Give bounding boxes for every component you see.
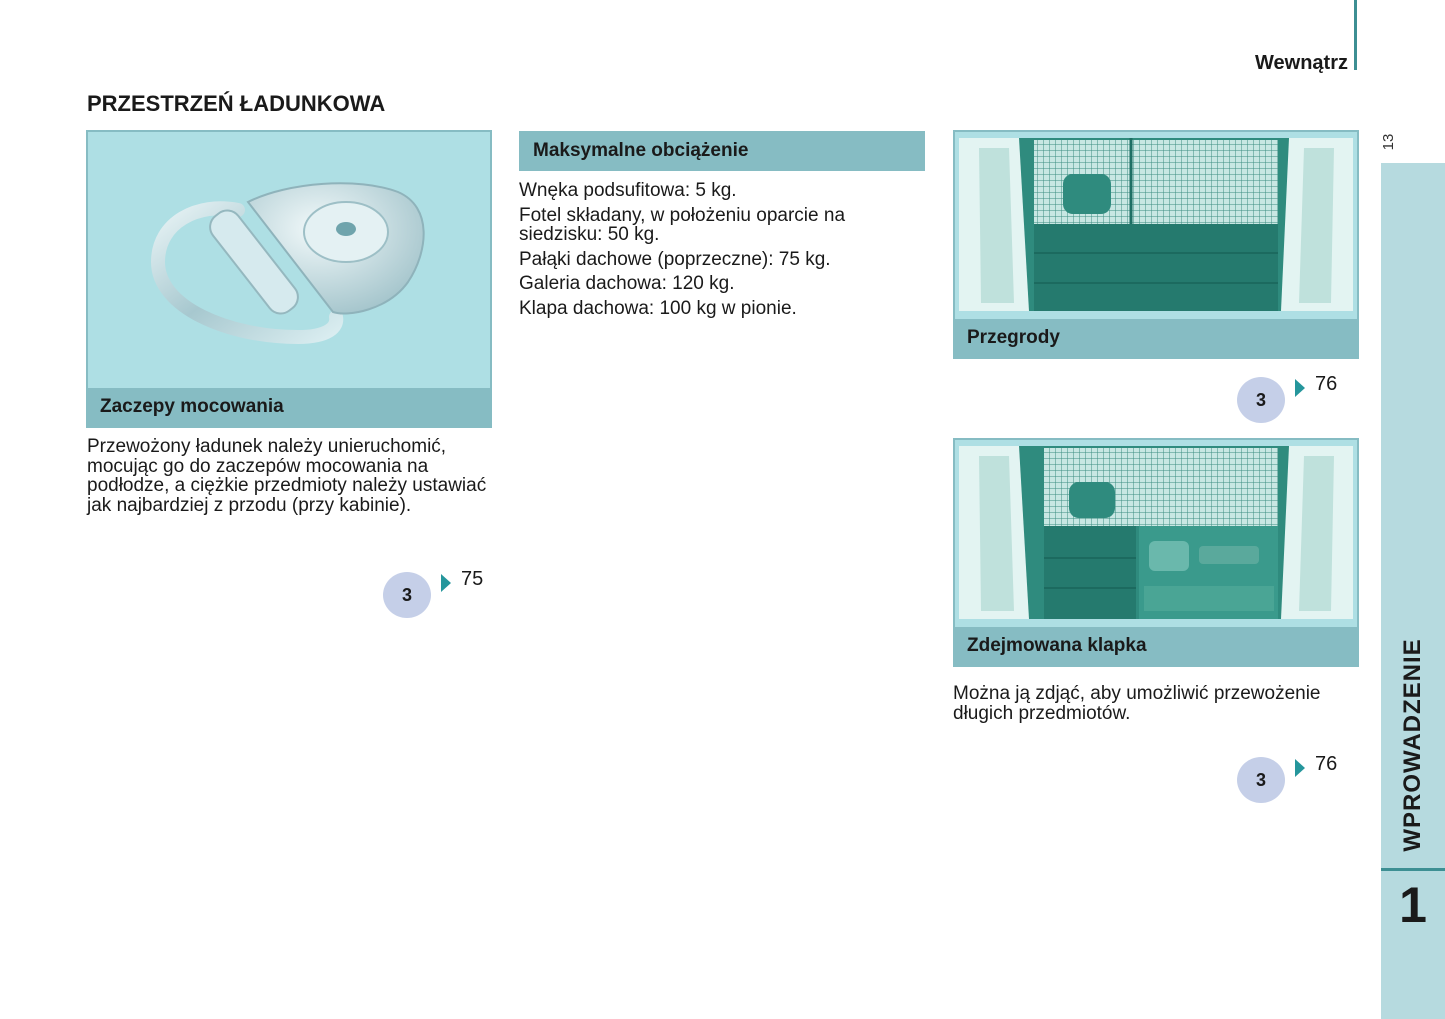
section-label: Wewnątrz [1255,52,1348,74]
anchor-description: Przewożony ładunek należy unieruchomić, mocując go do zaczepów mocowania na podłodze, a ciężkie przedmioty należy ustawiać jak najbardziej z przodu (przy kabinie). [87,436,487,516]
reference-page-number: 76 [1315,753,1338,775]
arrow-right-icon [441,574,451,592]
reference-page-number: 75 [461,568,484,590]
max-load-caption: Maksymalne obciążenie [519,131,925,171]
chapter-badge-number: 3 [1255,390,1266,410]
chapter-badge-number: 3 [1255,770,1266,790]
removable-flap-caption: Zdejmowana klapka [955,627,1357,665]
max-load-item: Wnęka podsufitowa: 5 kg. [519,180,737,201]
removable-flap-illustration [959,446,1353,619]
max-load-item: Galeria dachowa: 120 kg. [519,273,735,294]
partition-illustration [959,138,1353,311]
chapter-title-text: WPROWADZENIE [1399,638,1426,852]
chapter-badge-number: 3 [401,585,412,605]
partition-caption: Przegrody [955,319,1357,357]
removable-flap-panel [953,438,1359,667]
page-reference[interactable] [383,568,503,618]
page-number: 13 [1380,133,1397,151]
chapter-badge [1237,757,1285,803]
chapter-tab-divider [1381,868,1445,871]
page-title: PRZESTRZEŃ ŁADUNKOWA [87,91,386,116]
max-load-list [519,181,929,318]
chapter-title [1381,630,1445,860]
chapter-number: 1 [1399,877,1427,933]
anchor-illustration [88,132,490,386]
anchor-panel [86,130,492,428]
chapter-badge [383,572,431,618]
page-reference[interactable] [1237,373,1357,423]
arrow-right-icon [1295,759,1305,777]
page-reference[interactable] [1237,753,1357,803]
removable-flap-description: Można ją zdjąć, aby umożliwić przewożenie długich przedmiotów. [953,683,1321,724]
reference-page-number: 76 [1315,373,1338,395]
arrow-right-icon [1295,379,1305,397]
partition-panel [953,130,1359,359]
chapter-badge [1237,377,1285,423]
max-load-item: Fotel składany, w położeniu oparcie na siedzisku: 50 kg. [519,204,846,245]
anchor-caption: Zaczepy mocowania [88,388,490,426]
header-divider [1354,0,1357,70]
max-load-item: Klapa dachowa: 100 kg w pionie. [519,297,797,319]
max-load-item: Pałąki dachowe (poprzeczne): 75 kg. [519,248,831,270]
